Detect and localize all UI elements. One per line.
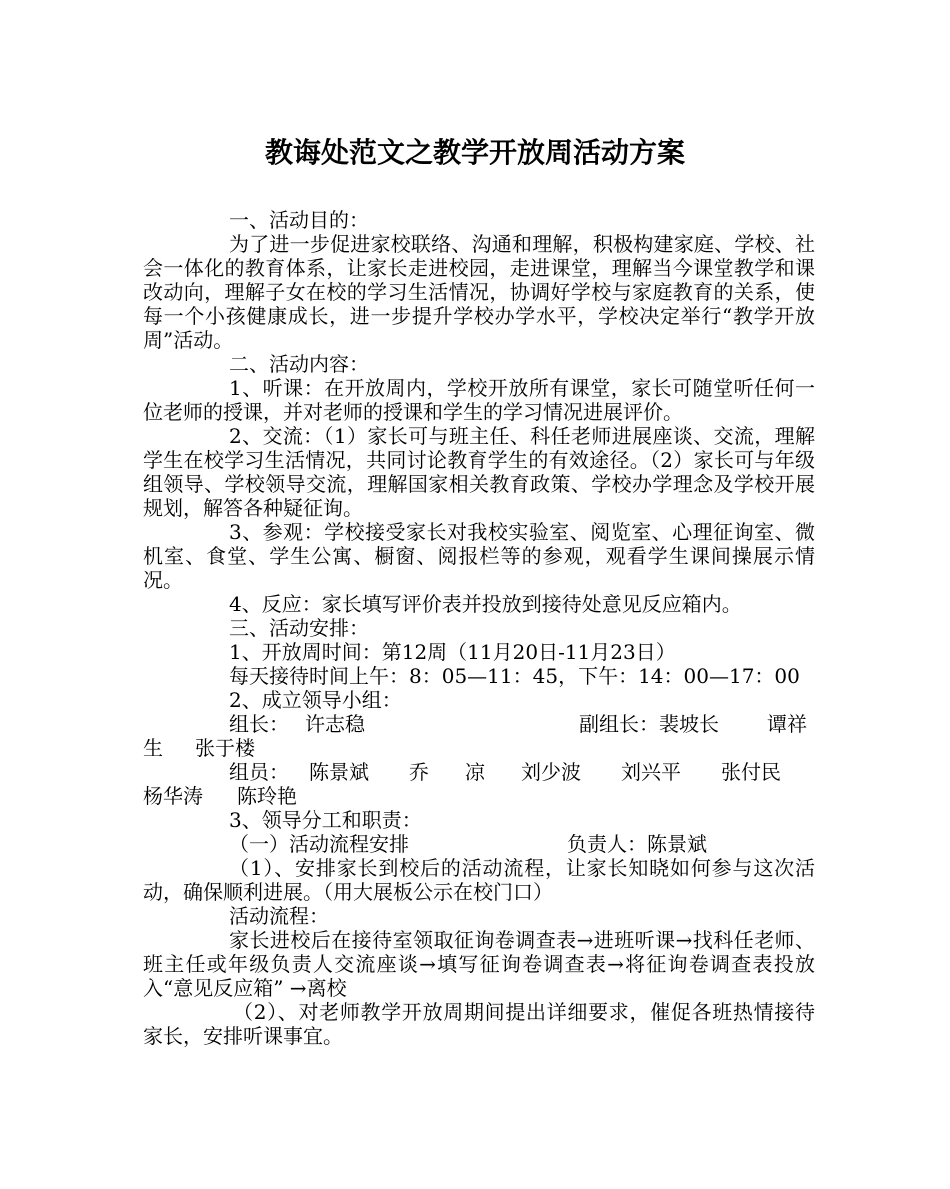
member-name: 陈玲艳 [237, 784, 297, 808]
member-name: 凉 [465, 760, 485, 784]
leader-row-continued [143, 736, 815, 760]
task-item-1: （1）、安排家长到校后的活动流程，让家长知晓如何参与这次活动，确保顺利进展。（用大展板公示在校门口） [143, 856, 815, 904]
leader-label: 组长： [229, 712, 289, 736]
section-heading-arrangement: 三、活动安排： [229, 616, 369, 640]
member-label: 组员： [229, 760, 289, 784]
task-label: （一）活动流程安排 [229, 832, 409, 856]
section-heading-purpose: 一、活动目的： [229, 208, 369, 232]
members-row-continued [143, 784, 815, 808]
task-item-2: （2）、对老师教学开放周期间提出详细要求，催促各班热情接待家长，安排听课事宜。 [143, 1000, 815, 1048]
duty-heading: 3、领导分工和职责： [229, 808, 422, 832]
member-name: 乔 [409, 760, 429, 784]
member-name: 刘少波 [521, 760, 581, 784]
vice-leader-name-2: 张于楼 [195, 736, 255, 760]
vice-leader-name-end: 生 [143, 736, 163, 760]
task-owner: 负责人：陈景斌 [567, 832, 707, 856]
member-name: 刘兴平 [621, 760, 681, 784]
member-name: 张付民 [721, 760, 781, 784]
leading-group-heading: 2、成立领导小组： [229, 688, 402, 712]
leader-row [143, 712, 815, 736]
vice-leader-name: 谭祥 [767, 712, 807, 736]
flow-heading: 活动流程： [229, 904, 329, 928]
leader-name: 许志稳 [305, 712, 365, 736]
reception-hours: 每天接待时间上午：8：05—11：45，下午：14：00—17：00 [229, 664, 800, 688]
open-week-time: 1、开放周时间：第12周（11月20日-11月23日） [229, 640, 676, 664]
vice-leader-label: 副组长：裴坡长 [579, 712, 719, 736]
member-name: 陈景斌 [309, 760, 369, 784]
content-item-exchange: 2、交流：（1）家长可与班主任、科任老师进展座谈、交流，理解学生在校学习生活情况，共同讨论教育学生的有效途径。（2）家长可与年级组领导、学校领导交流，理解国家相关教育政策、学校办学理念及学校开展规划，解答各种疑征询。 [143, 424, 815, 520]
member-name: 杨华涛 [143, 784, 203, 808]
content-item-feedback: 4、反应：家长填写评价表并投放到接待处意见反应箱内。 [229, 592, 742, 616]
task-row [143, 832, 815, 856]
document-body [143, 208, 815, 1048]
content-item-visit: 3、参观：学校接受家长对我校实验室、阅览室、心理征询室、微机室、食堂、学生公寓、橱窗、阅报栏等的参观，观看学生课间操展示情况。 [143, 520, 815, 592]
section-heading-content: 二、活动内容： [229, 352, 369, 376]
flow-paragraph: 家长进校后在接待室领取征询卷调查表→进班听课→找科任老师、班主任或年级负责人交流座谈→填写征询卷调查表→将征询卷调查表投放入“意见反应箱” →离校 [143, 928, 815, 1000]
document-title: 教诲处范文之教学开放周活动方案 [264, 136, 685, 169]
purpose-paragraph: 为了进一步促进家校联络、沟通和理解，积极构建家庭、学校、社会一体化的教育体系，让家长走进校园，走进课堂，理解当今课堂教学和课改动向，理解子女在校的学习生活情况，协调好学校与家庭教育的关系，使每一个小孩健康成长，进一步提升学校办学水平，学校决定举行“教学开放周”活动。 [143, 232, 815, 352]
content-item-listen: 1、听课：在开放周内，学校开放所有课堂，家长可随堂听任何一位老师的授课，并对老师的授课和学生的学习情况进展评价。 [143, 376, 815, 424]
members-row [143, 760, 815, 784]
